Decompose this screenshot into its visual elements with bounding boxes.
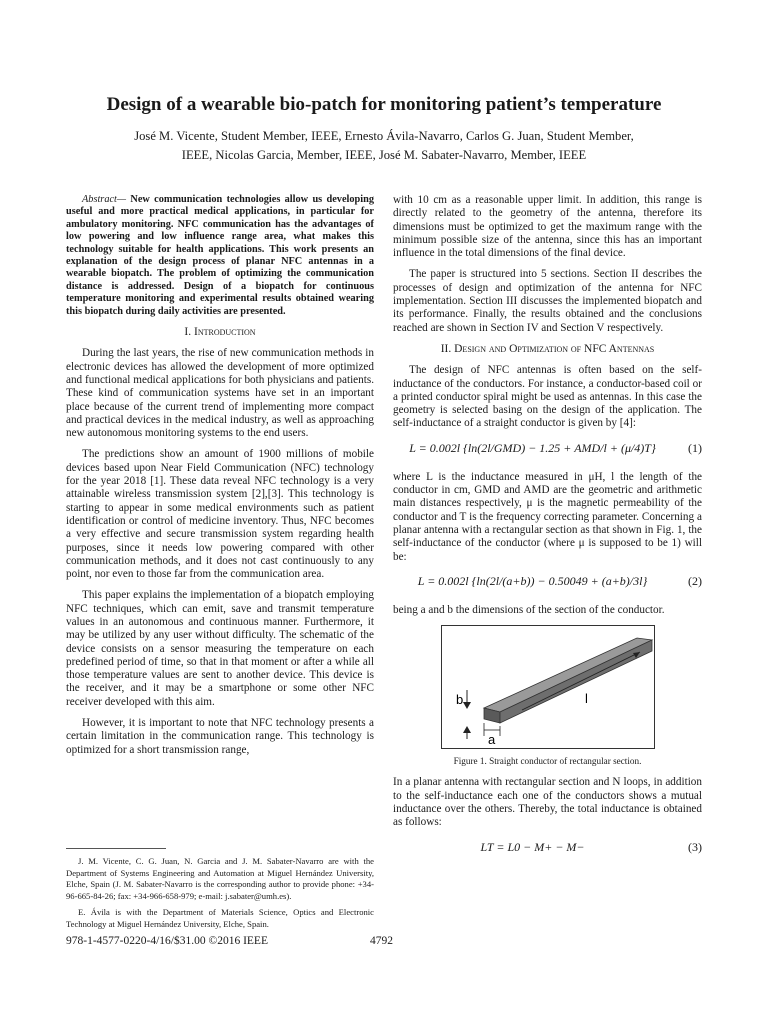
- equation-3-expression: LT = L0 − M+ − M−: [480, 839, 585, 854]
- footnote-affiliation-2: E. Ávila is with the Department of Materials Science, Optics and Electronic Technology at Miguel Hernández University, Elche, Spain.: [66, 907, 374, 929]
- length-dimension-line: [522, 652, 640, 710]
- right-paragraph-3: The design of NFC antennas is often based on the self-inductance of the conductors. For instance, a conductor-based coil or a printed conductor spiral might be used as antennas. In this case the geometry is selected basing on the design of the application. The self-inductance of a straight conductor is given by [4]:: [393, 364, 702, 430]
- conductor-side-face: [500, 640, 652, 723]
- paper-title: Design of a wearable bio-patch for monitoring patient’s temperature: [106, 94, 662, 115]
- left-column: [66, 194, 374, 765]
- right-paragraph-6: In a planar antenna with rectangular section and N loops, in addition to the self-inductance each one of the conductors shows a mutual inductance over the others. Thereby, the total inductance is obtained as follows:: [393, 776, 702, 829]
- figure-1-caption: Figure 1. Straight conductor of rectangular section.: [453, 756, 642, 767]
- author-line-1: José M. Vicente, Student Member, IEEE, Ernesto Ávila-Navarro, Carlos G. Juan, Student Member,: [134, 129, 634, 143]
- intro-paragraph-2: The predictions show an amount of 1900 millions of mobile devices based upon Near Field Communication (NFC) technology for the year 2018 [1]. These data reveal NFC technology is a very attainable wireless transmission system [2],[3]. This technology is starting to appear in some medical environments such as patient identification or control of medicine inventory. Thus, NFC becomes a very effective and secure transmission system regarding health purposes, since it needs low powering compared with other communication methods, and it does not cast continuously to any point, nor even to those far from the communication area.: [66, 448, 374, 581]
- right-paragraph-5: being a and b the dimensions of the section of the conductor.: [393, 603, 665, 616]
- right-paragraph-2: The paper is structured into 5 sections. Section II describes the processes of design and optimization of the antenna for NFC implementation. Section III discusses the implemented biopatch and its performance. Finally, the results obtained and the conclusions reached are shown in Section IV and Section V respectively.: [393, 268, 702, 334]
- figure-1-conductor-diagram: [441, 625, 655, 749]
- author-line-2: IEEE, Nicolas Garcia, Member, IEEE, José M. Sabater-Navarro, Member, IEEE: [181, 148, 587, 162]
- author-list: [110, 127, 658, 165]
- equation-2-expression: L = 0.002l {ln(2l/(a+b)) − 0.50049 + (a+b)/3l}: [417, 573, 648, 588]
- page-number: 4792: [370, 935, 393, 947]
- conductor-illustration: [442, 626, 654, 748]
- height-arrow-up: [463, 726, 471, 733]
- fig-label-l: l: [584, 691, 588, 707]
- equation-2: [393, 572, 702, 594]
- right-paragraph-4: where L is the inductance measured in μH, l the length of the conductor in cm, GMD and AMD are the geometric and arithmetic main distances respectively, μ is the magnetic permeability of the conductor and T is the frequency correcting parameter. Concerning a planar antenna with a rectangular section as that shown in Fig. 1, the self-inductance of the conductor (where μ is supposed to be 1) will be:: [393, 470, 702, 563]
- equation-3-number: (3): [688, 839, 702, 854]
- equation-1-number: (1): [688, 440, 702, 455]
- equation-3: [393, 838, 702, 860]
- footnote-rule: [66, 848, 166, 849]
- section-heading-introduction: I. Introduction: [184, 326, 256, 339]
- fig-label-a: a: [487, 732, 495, 748]
- right-paragraph-1: with 10 cm as a reasonable upper limit. In addition, this range is directly related to the geometry of the antenna, therefore its dimensions must be optimized to get the maximum range with the minimum possible size of the antenna, since this has an important influence in the total dimensions of the final device.: [393, 194, 702, 260]
- section-heading-design: II. Design and Optimization of NFC Antennas: [440, 342, 655, 355]
- abstract-text: New communication technologies allow us developing useful and more practical medical applications, in particular for ambulatory monitoring. NFC communication has the advantages of low powering and low influence range area, what makes this technology suitable for health applications. This work presents an explanation of the design process of planar NFC antennas in a wearable biopatch. The problem of optimizing the communication distance is addressed. Design of a biopatch for continuous temperature monitoring and experimental results obtained wearing this biopatch during daily activities are presented.: [66, 194, 374, 317]
- footnote-affiliation-1: J. M. Vicente, C. G. Juan, N. Garcia and J. M. Sabater-Navarro are with the Department of Systems Engineering and Automation at Miguel Hernández University, Elche, Spain (J. M. Sabater-Navarro is the corresponding author to provide phone: +34-96-665-84-26; fax: +34-966-658-979; e-mail: j.sabater@umh.es).: [66, 856, 374, 901]
- copyright-footer: 978-1-4577-0220-4/16/$31.00 ©2016 IEEE: [66, 935, 268, 947]
- abstract-label: Abstract—: [82, 194, 127, 205]
- abstract: [66, 194, 374, 318]
- conductor-top-face: [484, 638, 652, 712]
- height-arrow-down: [463, 702, 471, 709]
- intro-paragraph-3: This paper explains the implementation of a biopatch employing NFC techniques, which can emit, save and transmit temperature values in an autonomous and continuous manner. Furthermore, it may be utilized by any user without difficulty. The schematic of the device consists on a sensor measuring the temperature on each predefined period of time, so that in that moment or after a while all those temperature values are sent to another device. This device is the receiver, and it may be a smartphone or some other NFC receiver developed with this aim.: [66, 589, 374, 708]
- equation-1-expression: L = 0.002l {ln(2l/GMD) − 1.25 + AMD/l + (μ/4)T}: [409, 440, 656, 455]
- fig-label-b: b: [455, 692, 463, 708]
- equation-1: [393, 439, 702, 461]
- right-column: [393, 194, 702, 870]
- intro-paragraph-1: During the last years, the rise of new communication methods in electronic devices has allowed the development of more optimized and functional medical applications for both physicians and patients. These kind of communication systems have set in an important place because of the current trend of implementing more compact and practical devices in the medical industry, as well as approaching new autonomous monitoring systems to the end users.: [66, 347, 374, 440]
- intro-paragraph-4: However, it is important to note that NFC technology presents a certain limitation in the communication range. This technology is optimized for a short transmission range,: [66, 717, 374, 756]
- equation-2-number: (2): [688, 573, 702, 588]
- footnotes: [66, 856, 374, 936]
